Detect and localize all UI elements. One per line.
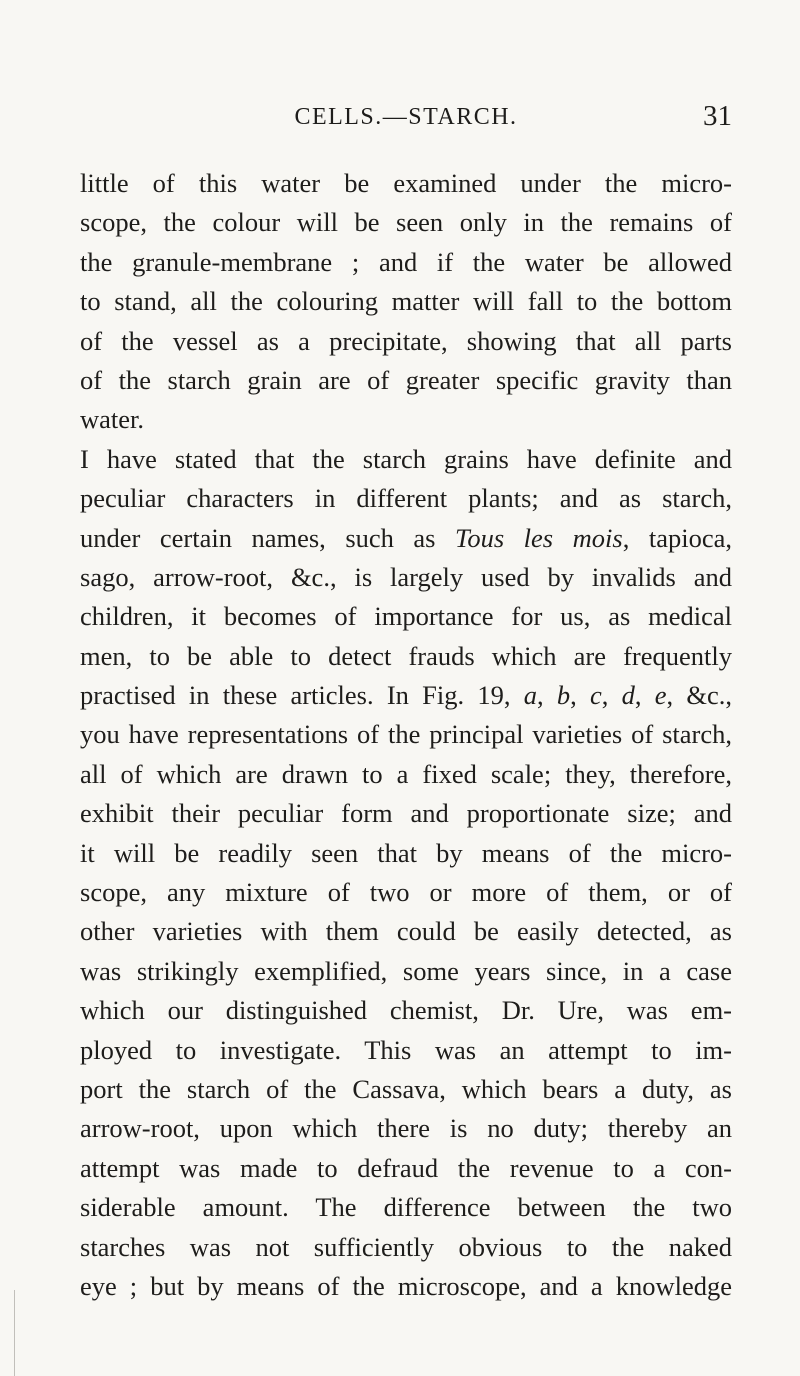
- text-run: ,: [570, 680, 590, 711]
- text-line: of the starch grain are of greater specific gravity than: [80, 364, 732, 395]
- text-line: other varieties with them could be easily detected, as: [80, 916, 732, 947]
- text-line: attempt was made to defraud the revenue to a con-: [80, 1152, 732, 1183]
- text-line: I have stated that the starch grains have definite and: [80, 443, 732, 474]
- text-line: siderable amount. The difference between the two: [80, 1192, 732, 1223]
- text-line: ployed to investigate. This was an attempt to im-: [80, 1034, 732, 1065]
- text-line: men, to be able to detect frauds which are frequently: [80, 640, 732, 671]
- text-line: eye ; but by means of the microscope, and a knowledge: [80, 1270, 732, 1301]
- text-line: which our distinguished chemist, Dr. Ure, was em-: [80, 995, 732, 1026]
- text-line: you have representations of the principal varieties of starch,: [80, 719, 732, 750]
- text-line: the granule-membrane ; and if the water be allowed: [80, 246, 732, 277]
- scan-edge-line: [14, 1290, 15, 1376]
- text-line: sago, arrow-root, &c., is largely used by invalids and: [80, 561, 732, 592]
- text-line: exhibit their peculiar form and proportionate size; and: [80, 798, 732, 829]
- text-line: little of this water be examined under the micro-: [80, 168, 732, 198]
- text-line: arrow-root, upon which there is no duty; thereby an: [80, 1113, 732, 1144]
- text-run: ,: [634, 680, 655, 711]
- text-line-with-italic: [80, 519, 732, 558]
- text-line: children, it becomes of importance for us, as medical: [80, 601, 732, 632]
- text-line: starches was not sufficiently obvious to the naked: [80, 1231, 732, 1262]
- text-run: ,: [601, 680, 622, 711]
- figure-letter: e: [654, 680, 667, 711]
- figure-letter: c: [590, 680, 602, 711]
- body-text: [80, 164, 732, 1306]
- text-line: was strikingly exemplified, some years since, in a case: [80, 955, 732, 986]
- running-head: [80, 100, 732, 140]
- text-line: it will be readily seen that by means of the micro-: [80, 837, 732, 868]
- text-run: , &c.,: [666, 680, 733, 711]
- text-line-with-figure-refs: [80, 676, 732, 715]
- text-line: of the vessel as a precipitate, showing that all parts: [80, 325, 732, 356]
- text-run: ,: [537, 680, 557, 711]
- figure-letter: d: [621, 680, 635, 711]
- text-line: scope, the colour will be seen only in the remains of: [80, 207, 732, 238]
- text-line: port the starch of the Cassava, which bears a duty, as: [80, 1073, 732, 1104]
- text-run: practised in these articles. In Fig. 19,: [80, 680, 524, 711]
- text-run: , tapioca,: [622, 522, 732, 553]
- running-title: CELLS.—STARCH.: [294, 104, 518, 130]
- text-line: to stand, all the colouring matter will fall to the bottom: [80, 286, 732, 317]
- text-run: under certain names, such as: [80, 522, 456, 553]
- text-line: all of which are drawn to a fixed scale; they, therefore,: [80, 758, 732, 789]
- text-line: peculiar characters in different plants; and as starch,: [80, 483, 732, 514]
- page-number: 31: [703, 100, 732, 132]
- figure-letter: a: [523, 680, 537, 711]
- text-line: water.: [80, 404, 145, 435]
- italic-term: Tous les mois: [455, 522, 623, 553]
- figure-letter: b: [556, 680, 571, 711]
- text-line: scope, any mixture of two or more of them, or of: [80, 877, 732, 908]
